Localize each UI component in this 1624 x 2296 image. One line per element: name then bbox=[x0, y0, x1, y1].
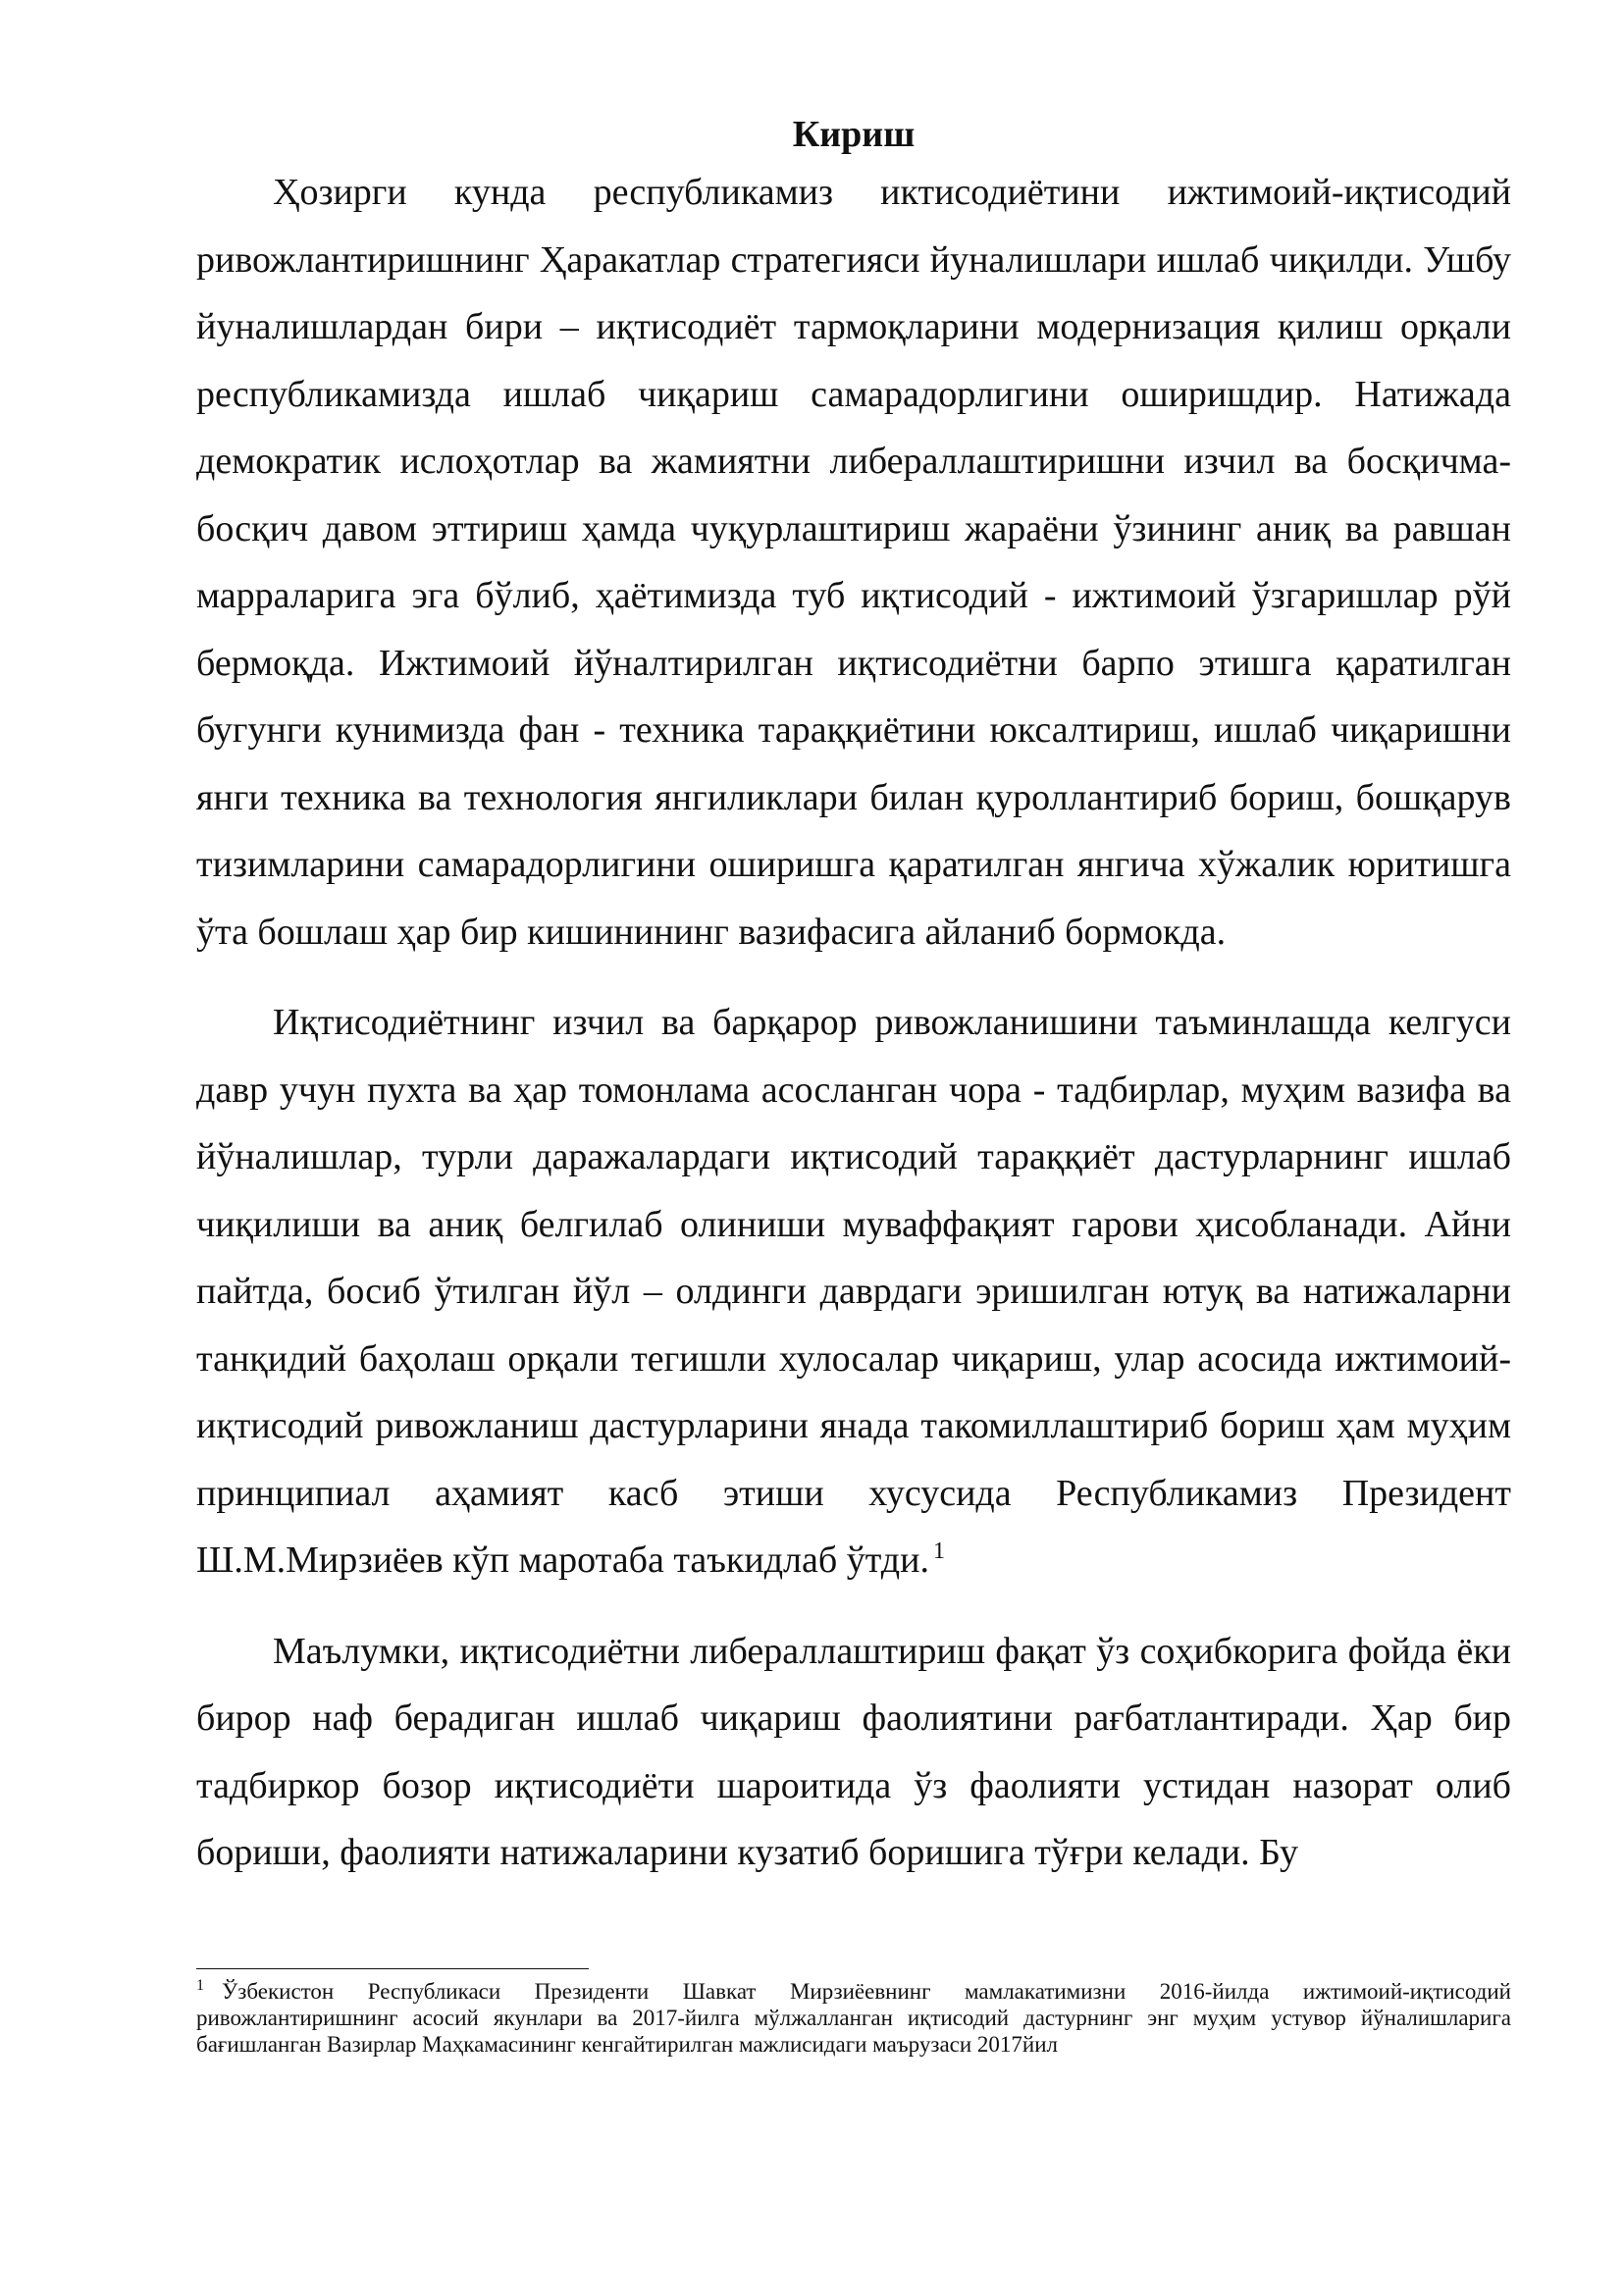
paragraph-3-text: Маълумки, иқтисодиётни либераллаштириш фақат ўз соҳибкорига фойда ёки бирор наф берадиган ишлаб чиқариш фаолиятини рағбатлантиради. Ҳар бир тадбиркор бозор иқтисодиёти шароитида ўз фаолияти устидан назорат олиб бориши, фаолияти натижаларини кузатиб боришига тўғри келади. Бу bbox=[196, 1630, 1511, 1873]
footnote bbox=[196, 1978, 1511, 2058]
paragraph-2 bbox=[196, 989, 1511, 1594]
document-body bbox=[196, 159, 1511, 1910]
footnote-separator bbox=[196, 1968, 589, 1969]
paragraph-3 bbox=[196, 1618, 1511, 1887]
footnote-number: 1 bbox=[196, 1977, 204, 1995]
footnote-text: Ўзбекистон Республикаси Президенти Шавкат Мирзиёевнинг мамлакатимизни 2016-йилда ижтимоий-иқтисодий ривожлантиришнинг асосий якунлари ва 2017-йилга мўлжалланган иқтисодий дастурнинг энг муҳим устувор йўналишларига бағишланган Вазирлар Маҳкамасининг кенгайтирилган мажлисидаги маърузаси 2017йил bbox=[196, 1979, 1511, 2057]
page-title: Кириш bbox=[792, 114, 916, 155]
paragraph-1 bbox=[196, 159, 1511, 965]
footnote-reference[interactable]: 1 bbox=[932, 1539, 945, 1565]
paragraph-2-text: Иқтисодиётнинг изчил ва барқарор ривожланишини таъминлашда келгуси давр учун пухта ва ҳар томонлама асосланган чора - тадбирлар, муҳим вазифа ва йўналишлар, турли даражалардаги иқтисодий тараққиёт дастурларнинг ишлаб чиқилиши ва аниқ белгилаб олиниши муваффақият гарови ҳисобланади. Айни пайтда, босиб ўтилган йўл – олдинги даврдаги эришилган ютуқ ва натижаларни танқидий баҳолаш орқали тегишли хулосалар чиқариш, улар асосида ижтимоий-иқтисодий ривожланиш дастурларини янада такомиллаштириб бориш ҳам муҳим принципиал аҳамият касб этиши хусусида Республикамиз Президент Ш.М.Мирзиёев кўп маротаба таъкидлаб ўтди. bbox=[196, 1002, 1511, 1581]
paragraph-1-text: Ҳозирги кунда республикамиз иктисодиётини ижтимоий-иқтисодий ривожлантиришнинг Ҳаракатлар стратегияси йуналишлари ишлаб чиқилди. Ушбу йуналишлардан бири – иқтисодиёт тармоқларини модернизация қилиш орқали республикамизда ишлаб чиқариш самарадорлигини оширишдир. Натижада демократик ислоҳотлар ва жамиятни либераллаштиришни изчил ва босқичма-босқич давом эттириш ҳамда чуқурлаштириш жараёни ўзининг аниқ ва равшан марраларига эга бўлиб, ҳаётимизда туб иқтисодий - ижтимоий ўзгаришлар рўй бермоқда. Ижтимоий йўналтирилган иқтисодиётни барпо этишга қаратилган бугунги кунимизда фан - техника тараққиётини юксалтириш, ишлаб чиқаришни янги техника ва технология янгиликлари билан қуроллантириб бориш, бошқарув тизимларини самарадорлигини оширишга қаратилган янгича хўжалик юритишга ўта бошлаш ҳар бир кишинининг вазифасига айланиб бормокда. bbox=[196, 172, 1511, 953]
